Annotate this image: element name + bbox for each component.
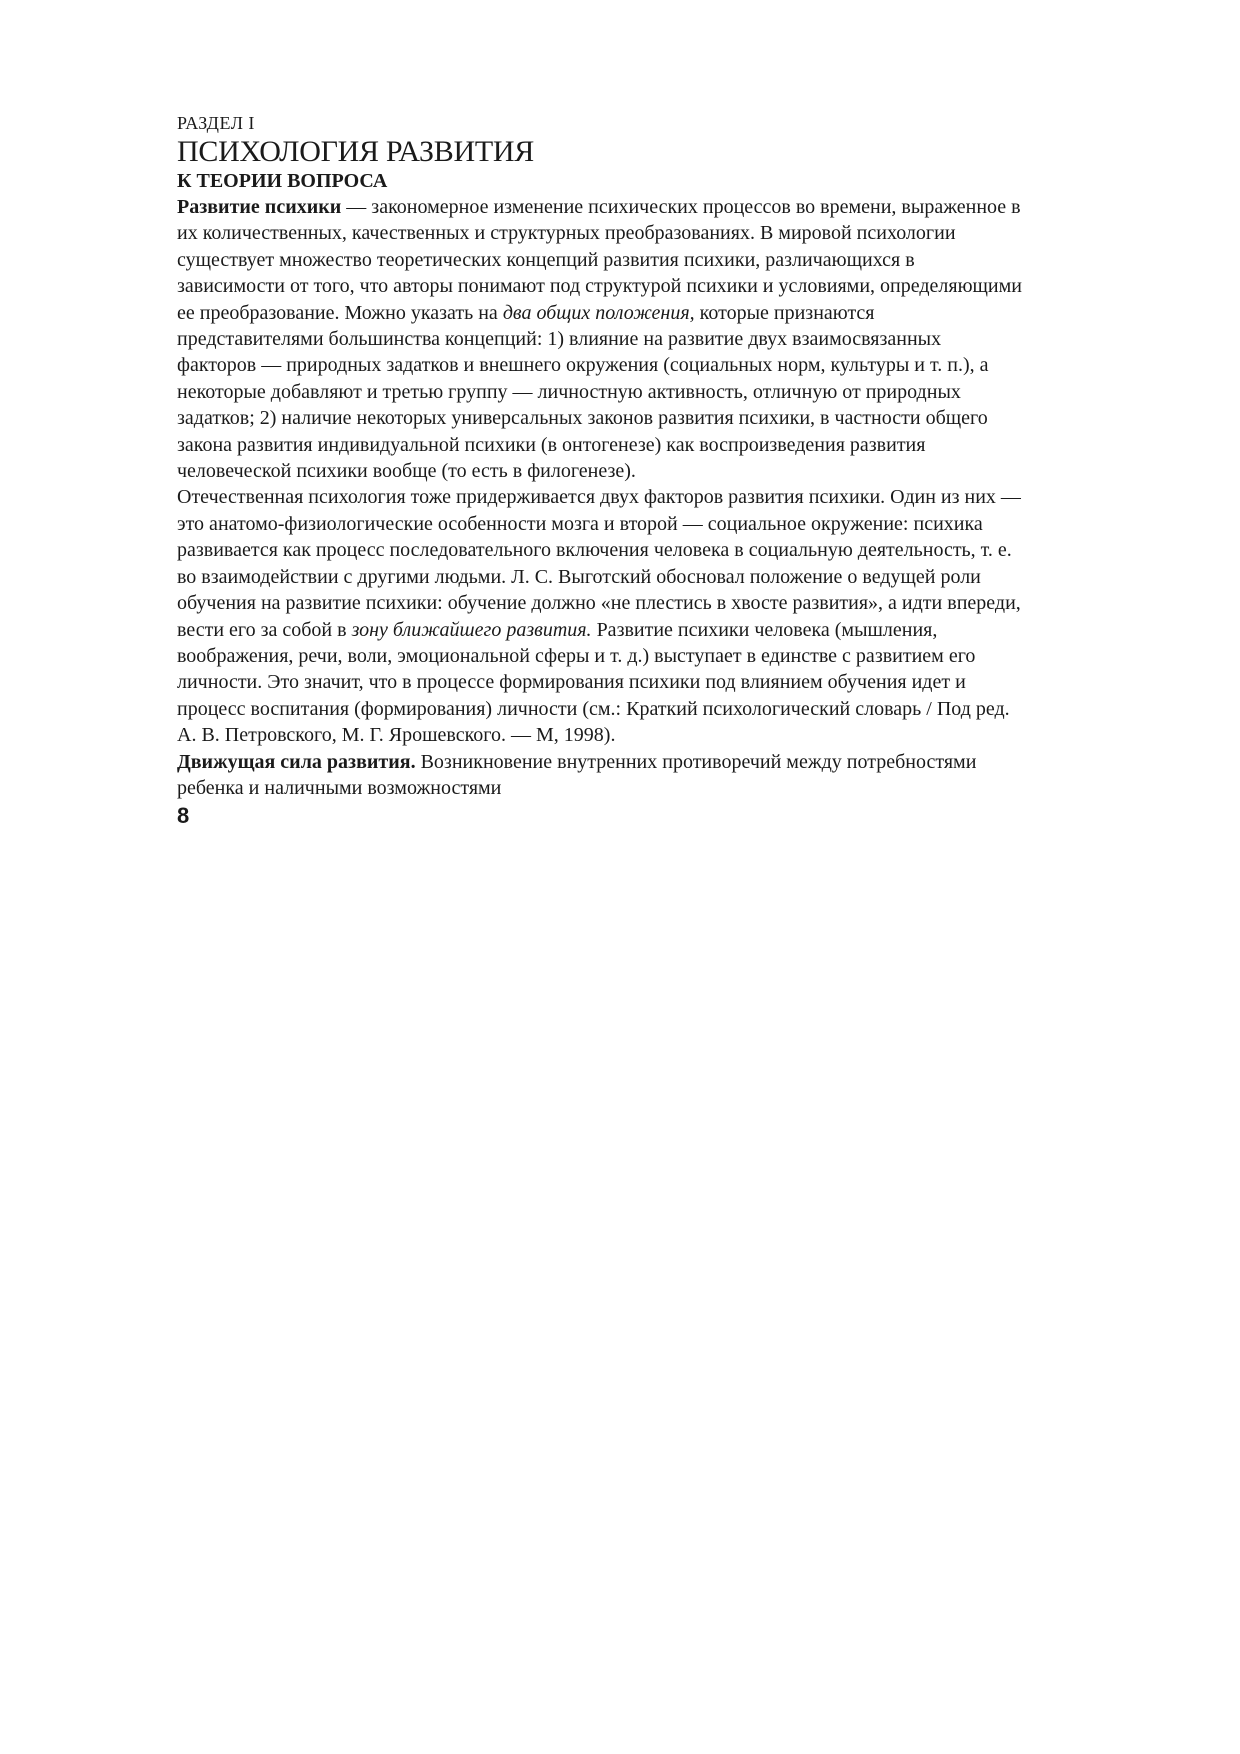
paragraph2-line4: во взаимодействии с другими людьми. Л. С. Выготский обосновал положение о ведущей роли — [177, 565, 981, 588]
paragraph2-line9: процесс воспитания (формирования) личности (см.: Краткий психологический словарь / Под ред. — [177, 697, 1010, 720]
paragraph2-line1: Отечественная психология тоже придерживается двух факторов развития психики. Один из них — — [177, 486, 1021, 509]
paragraph2-line6 — [177, 617, 1162, 643]
paragraph1-line3: существует множество теоретических концепций развития психики, различающихся в — [177, 248, 915, 271]
paragraph1-line8: некоторые добавляют и третью группу — личностную активность, отличную от природных — [177, 380, 961, 403]
paragraph2-line6-start: вести его за собой в — [177, 618, 352, 641]
paragraph3-line1 — [177, 749, 1162, 775]
section-label: РАЗДЕЛ I — [177, 113, 255, 133]
paragraph1-line4: зависимости от того, что авторы понимают под структурой психики и условиями, определяющими — [177, 275, 1022, 298]
paragraph2-line8: личности. Это значит, что в процессе формирования психики под влиянием обучения идет и — [177, 671, 966, 694]
section-title: ПСИХОЛОГИЯ РАЗВИТИЯ — [177, 135, 534, 168]
emphasis-two-general-provisions: два общих положения, — [502, 301, 695, 324]
paragraph1-line1 — [177, 194, 1162, 220]
paragraph2-line2: это анатомо-физиологические особенности мозга и второй — социальное окружение: психика — [177, 512, 983, 535]
emphasis-zone-of-proximal-development: зону ближайшего развития. — [351, 618, 592, 641]
paragraph2-line7: воображения, речи, воли, эмоциональной сферы и т. д.) выступает в единстве с развитием его — [177, 644, 976, 667]
paragraph3-line1-text: Возникновение внутренних противоречий между потребностями — [415, 750, 977, 773]
paragraph-development-of-psyche — [177, 194, 1162, 484]
paragraph2-line3: развивается как процесс последовательного включения человека в социальную деятельность, т. е. — [177, 539, 1012, 562]
paragraph2-line10: А. В. Петровского, М. Г. Ярошевского. — М, 1998). — [177, 724, 616, 747]
paragraph1-line9: задатков; 2) наличие некоторых универсальных законов развития психики, в частности общего — [177, 407, 988, 430]
term-development-of-psyche: Развитие психики — [177, 196, 342, 218]
paragraph3-line2: ребенка и наличными возможностями — [177, 776, 502, 799]
term-driving-force: Движущая сила развития. — [177, 750, 416, 773]
paragraph1-line5-end: которые признаются — [694, 301, 875, 324]
subsection-title: К ТЕОРИИ ВОПРОСА — [177, 170, 388, 192]
paragraph1-line6: представителями большинства концепций: 1) влияние на развитие двух взаимосвязанных — [177, 328, 942, 351]
paragraph1-line7: факторов — природных задатков и внешнего окружения (социальных норм, культуры и т. п.), а — [177, 354, 989, 377]
paragraph1-line10: закона развития индивидуальной психики (в онтогенезе) как воспроизведения развития — [177, 433, 926, 456]
paragraph1-line11: человеческой психики вообще (то есть в филогенезе). — [177, 460, 636, 483]
paragraph2-line6-end: Развитие психики человека (мышления, — [591, 618, 938, 641]
page-number: 8 — [177, 803, 190, 829]
paragraph1-line1-text: — закономерное изменение психических процессов во времени, выраженное в — [341, 196, 1021, 218]
paragraph-domestic-psychology — [177, 484, 1162, 748]
document-page — [177, 112, 1162, 829]
paragraph1-line5 — [177, 300, 1162, 326]
paragraph-driving-force — [177, 749, 1162, 802]
paragraph1-line5-start: ее преобразование. Можно указать на — [177, 301, 503, 324]
paragraph2-line5: обучения на развитие психики: обучение должно «не плестись в хвосте развития», а идти впереди, — [177, 592, 1021, 615]
paragraph1-line2: их количественных, качественных и структурных преобразованиях. В мировой психологии — [177, 222, 956, 245]
